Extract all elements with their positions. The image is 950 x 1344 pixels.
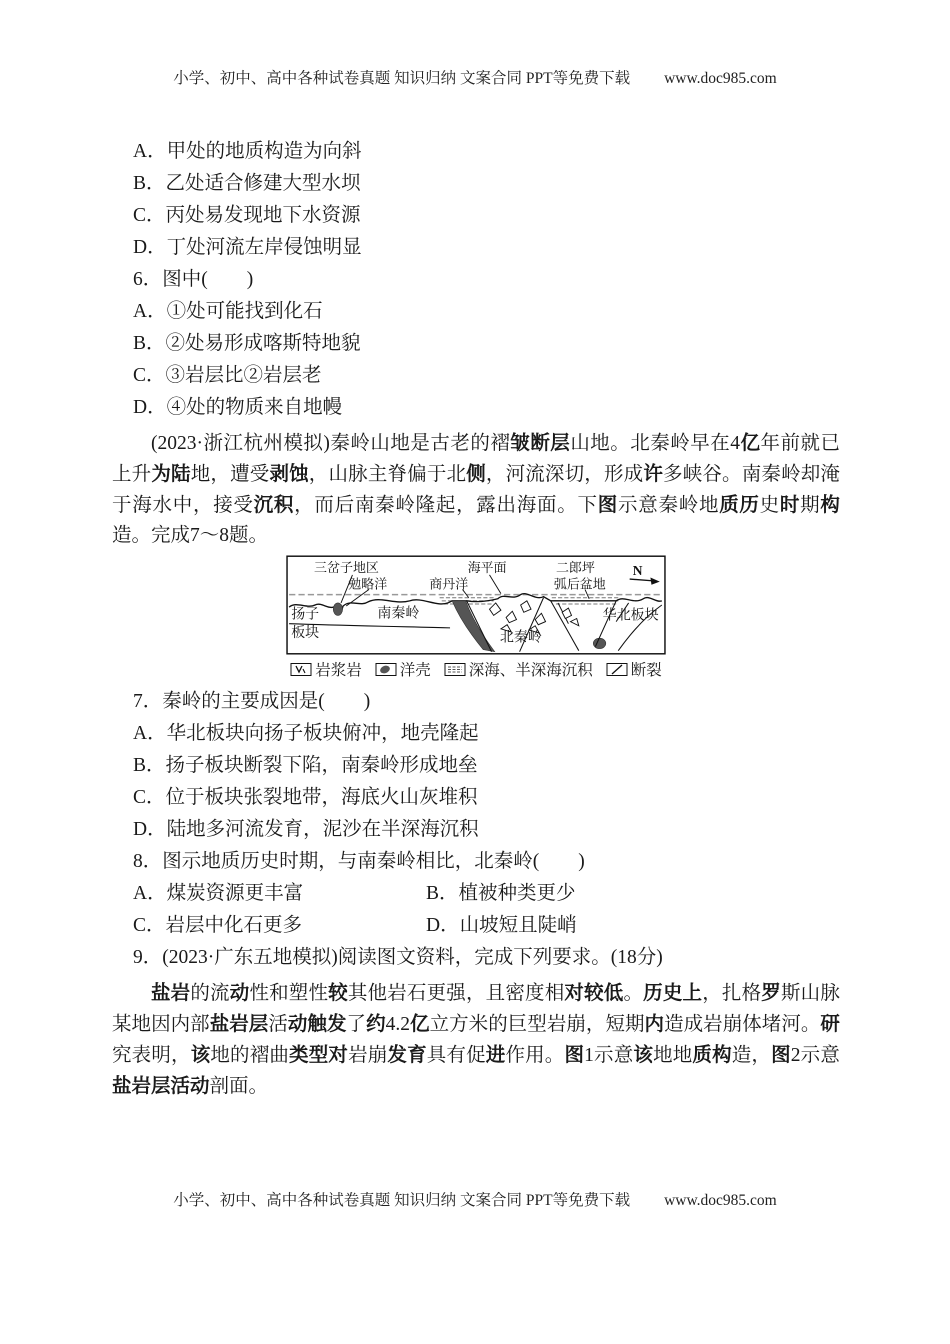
label-huabei-plate: 华北板块 (602, 608, 659, 624)
footer-url: www.doc985.com (664, 1192, 777, 1209)
fault-icon (606, 662, 628, 677)
footer-site-text: 小学、初中、高中各种试卷真题 知识归纳 文案合同 PPT等免费下载 (173, 1192, 631, 1209)
legend-item-ocean-crust (375, 658, 431, 680)
q8-stem: 8．图示地质历史时期，与南秦岭相比，北秦岭( ) (133, 851, 585, 872)
page-header (0, 66, 950, 88)
q6-option-b: B．②处易形成喀斯特地貌 (133, 333, 361, 354)
page-footer (0, 1188, 950, 1210)
label-yangzi-plate-2: 板块 (291, 626, 320, 642)
label-yangzi-plate-1: 扬子 (291, 607, 320, 623)
label-mianlue-ocean: 勉略洋 (348, 576, 388, 592)
legend-item-magmatic (290, 658, 362, 680)
q8-option-b: B．植被种类更少 (426, 883, 576, 904)
q5-option-d: D．丁处河流左岸侵蚀明显 (133, 237, 362, 258)
qinling-geology-figure (286, 555, 666, 680)
q6-option-a: A．①处可能找到化石 (133, 301, 323, 322)
label-erlangping: 二郎坪 (555, 559, 595, 575)
q8-option-a: A．煤炭资源更丰富 (133, 883, 304, 904)
q7-stem: 7．秦岭的主要成因是( ) (133, 691, 371, 712)
q6-option-d: D．④处的物质来自地幔 (133, 397, 343, 418)
q8-option-c: C．岩层中化石更多 (133, 915, 303, 936)
mianlue-ocean-crust-blob (333, 603, 342, 615)
q9-intro-paragraph: 盐岩的流动性和塑性较其他岩石更强，且密度相对较低。历史上，扎格罗斯山脉某地因内部盐岩层活动触发了约4.2亿立方米的巨型岩崩，短期内造成岩崩体堵河。研究表明，该地的褶曲类型对岩崩发育具有促进作用。图1示意该地地质构造，图2示意盐岩层活动剖面。 (112, 982, 840, 1097)
q7-option-b: B．扬子板块断裂下陷，南秦岭形成地垒 (133, 755, 478, 776)
backarc-ocean-crust-blob (593, 638, 605, 648)
legend-item-fault (606, 658, 662, 680)
q9-stem: 9．(2023·广东五地模拟)阅读图文资料，完成下列要求。(18分) (133, 947, 663, 968)
q6-stem: 6．图中( ) (133, 269, 254, 290)
legend-item-sediment (444, 658, 593, 680)
label-south-qinling: 南秦岭 (377, 606, 420, 622)
q7-option-d: D．陆地多河流发育，泥沙在半深海沉积 (133, 819, 479, 840)
q5-option-c: C．丙处易发现地下水资源 (133, 205, 361, 226)
label-sea-level: 海平面 (467, 559, 507, 575)
label-shangdan-ocean: 商丹洋 (429, 576, 469, 592)
q6-option-c: C．③岩层比②岩层老 (133, 365, 322, 386)
q8-option-d: D．山坡短且陡峭 (426, 915, 577, 936)
exam-content (112, 136, 840, 1106)
deep-sea-sediment-icon (444, 662, 466, 677)
magmatic-rock-icon (290, 662, 312, 677)
q7-option-c: C．位于板块张裂地带，海底火山灰堆积 (133, 787, 478, 808)
diagram-legend (286, 658, 666, 680)
label-sanchazi-area: 三岔子地区 (314, 559, 379, 575)
north-arrow-label: N (632, 562, 643, 578)
q5-option-b: B．乙处适合修建大型水坝 (133, 173, 361, 194)
q7-option-a: A．华北板块向扬子板块俯冲，地壳隆起 (133, 723, 479, 744)
label-back-arc-basin: 弧后盆地 (553, 576, 606, 592)
legend-label-sediment: 深海、半深海沉积 (468, 662, 593, 679)
qinling-cross-section-diagram (286, 555, 666, 655)
q8-options-row-1 (112, 878, 840, 910)
legend-label-ocean-crust: 洋壳 (399, 662, 431, 679)
legend-label-magmatic: 岩浆岩 (315, 662, 362, 679)
header-site-text: 小学、初中、高中各种试卷真题 知识归纳 文案合同 PPT等免费下载 (173, 70, 631, 87)
q8-options-row-2 (112, 910, 840, 942)
label-north-qinling: 北秦岭 (499, 630, 542, 646)
q7-8-intro-paragraph: (2023·浙江杭州模拟)秦岭山地是古老的褶皱断层山地。北秦岭早在4亿年前就已上升为陆地，遭受剥蚀，山脉主脊偏于北侧，河流深切，形成许多峡谷。南秦岭却淹于海水中，接受沉积，而后南秦岭隆起，露出海面。下图示意秦岭地质历史时期构造。完成7～8题。 (112, 432, 840, 546)
header-url: www.doc985.com (664, 70, 777, 87)
ocean-crust-icon (375, 662, 397, 677)
legend-label-fault: 断裂 (630, 662, 662, 679)
q5-option-a: A．甲处的地质构造为向斜 (133, 141, 362, 162)
